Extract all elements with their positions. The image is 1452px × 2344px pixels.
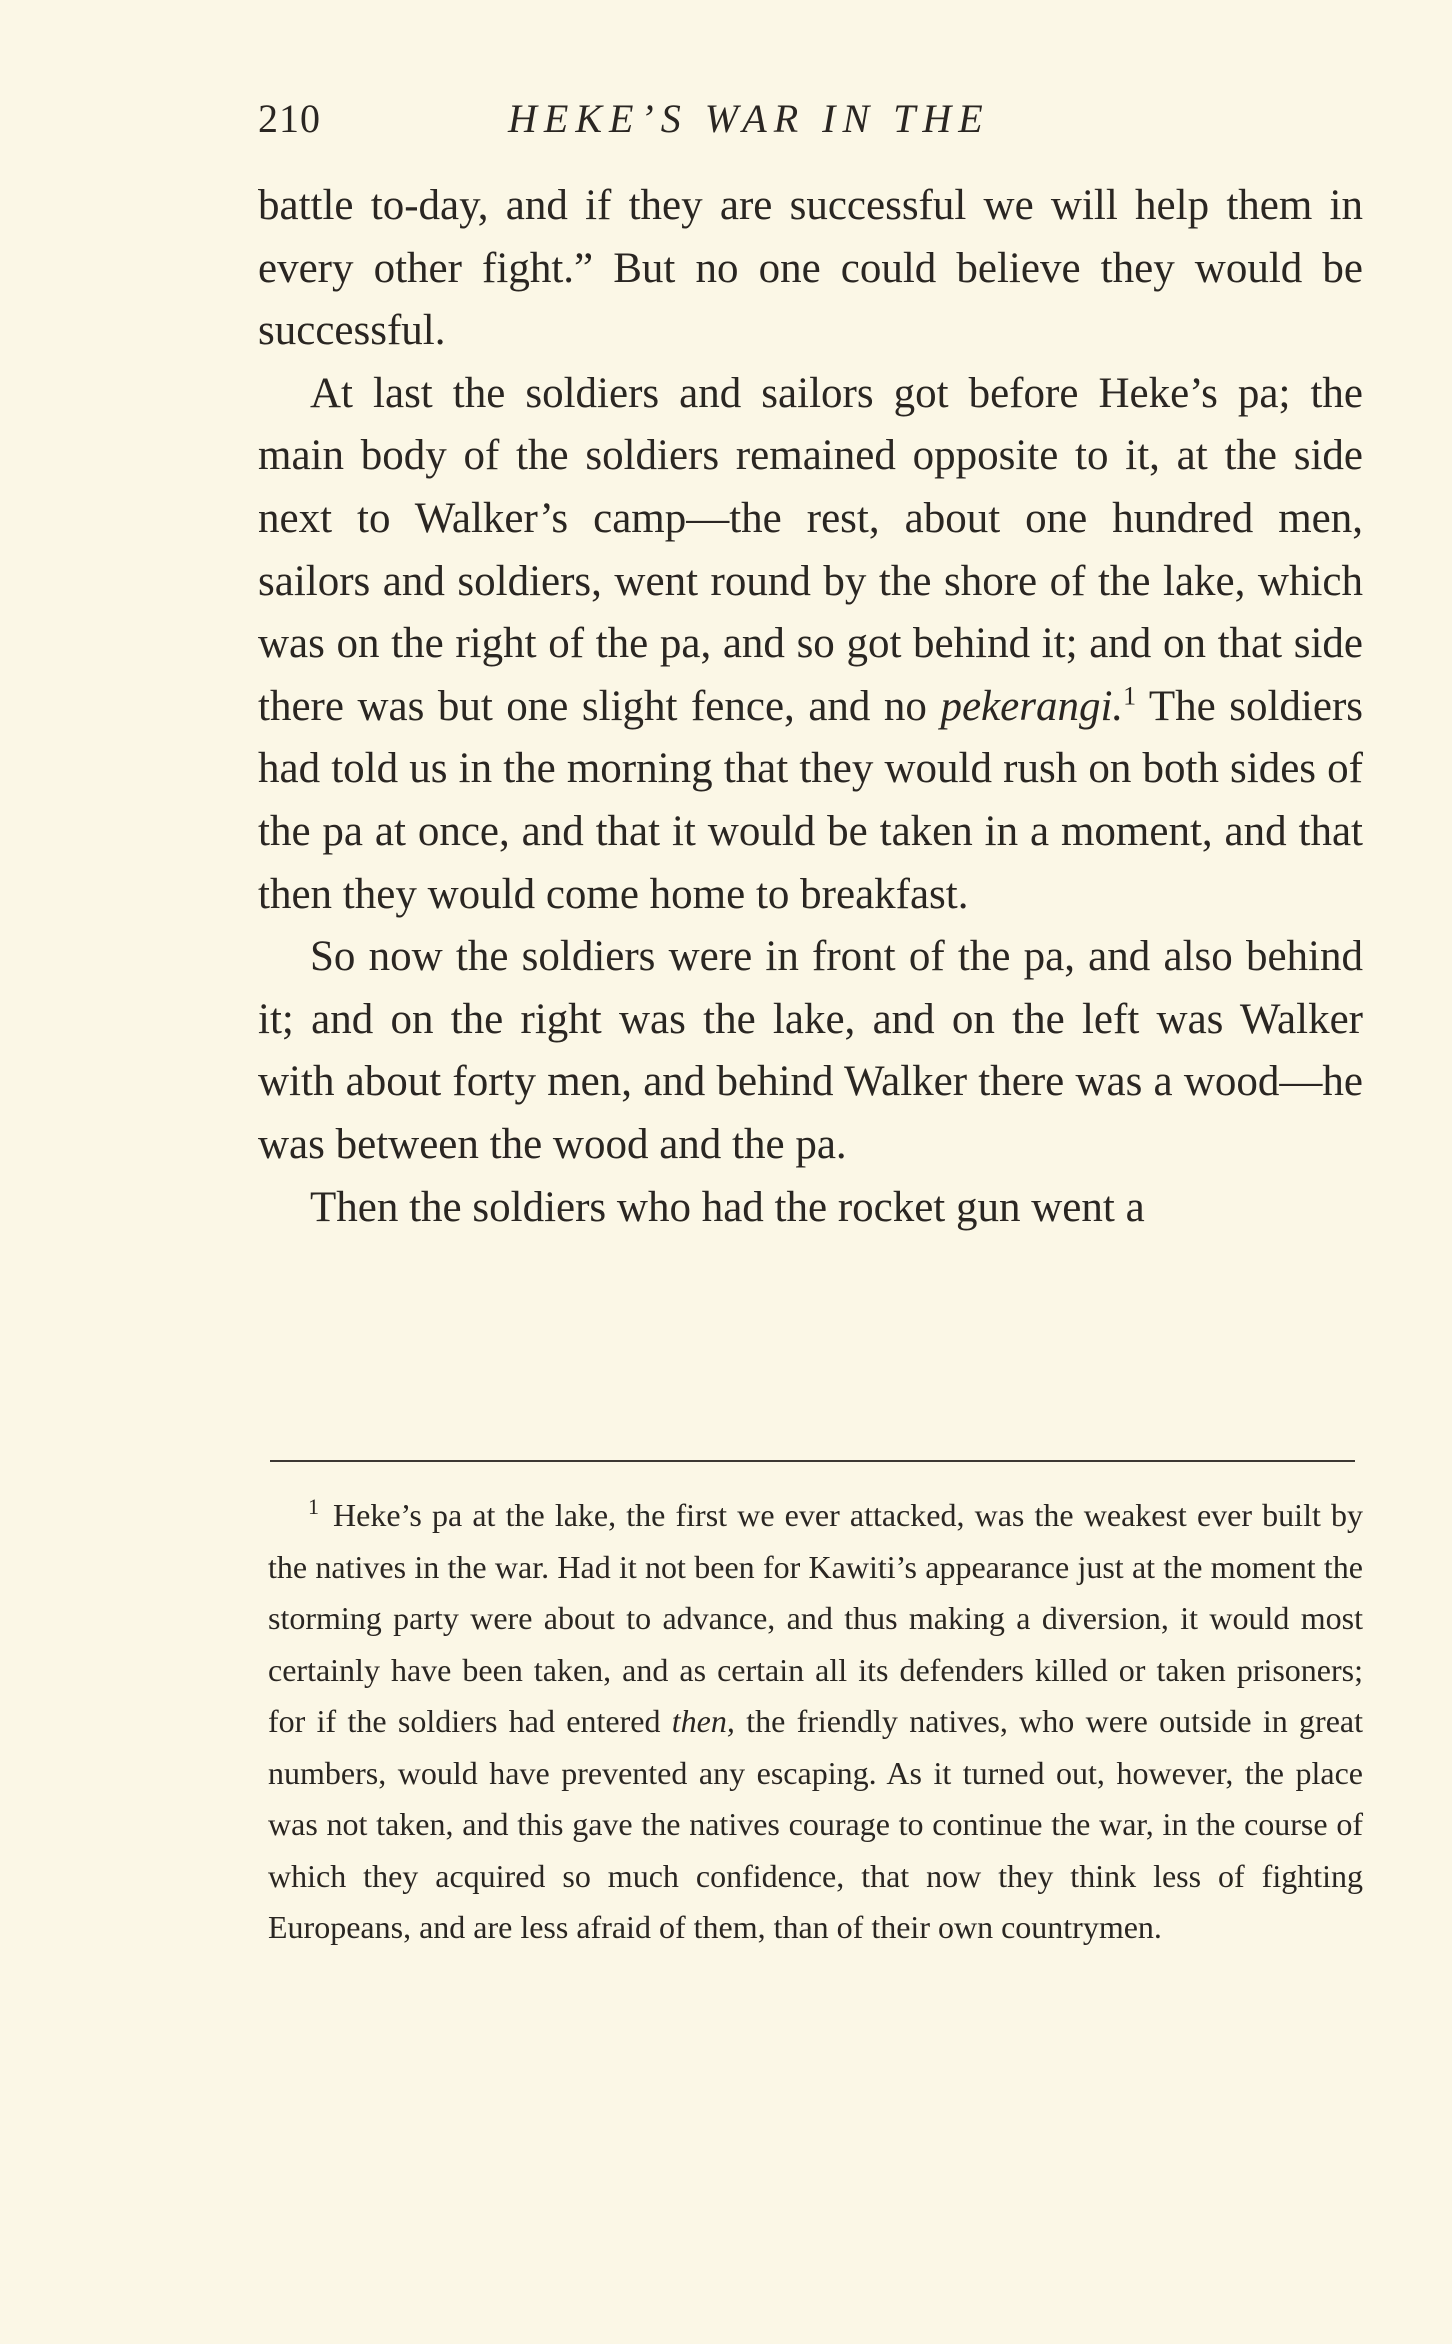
paragraph-1: battle to-day, and if they are successful we will help them in every other fight.” But no one could believe they would be successful. bbox=[258, 182, 1363, 355]
paragraph-2 bbox=[258, 363, 1363, 926]
paragraph-3: So now the soldiers were in front of the pa, and also behind it; and on the right was the lake, and on the left was Walker with about forty men, and behind Walker there was a wood—he was between the wood and the pa. bbox=[258, 933, 1363, 1168]
running-head bbox=[258, 95, 1363, 155]
paragraph-2-text-a: At last the soldiers and sailors got before Heke’s pa; the main body of the soldiers remained opposite to it, at the side next to Walker’s camp—the rest, about one hundred men, sailors and soldiers, went round by the shore of the lake, which was on the right of the pa, and so got behind it; and on that side there was but one slight fence, and no bbox=[258, 369, 1363, 730]
footnote-italic-word: then, bbox=[671, 1703, 735, 1739]
footnote-mark: 1 bbox=[308, 1494, 319, 1520]
footnote-text-a: Heke’s pa at the lake, the first we ever attacked, was the weakest ever built by the natives in the war. Had it not been for Kawiti’s appearance just at the moment the storming party were about to advance, and thus making a diversion, it would most certainly have been taken, and as certain all its defenders killed or taken prisoners; for if the soldiers had entered bbox=[268, 1497, 1363, 1739]
page-number: 210 bbox=[258, 96, 321, 141]
footnote bbox=[268, 1490, 1363, 1954]
paragraph-4: Then the soldiers who had the rocket gun went a bbox=[310, 1183, 1145, 1231]
running-title: HEKE’S WAR IN THE bbox=[508, 96, 990, 141]
footnote-divider bbox=[270, 1460, 1355, 1462]
footnote-text-b: the friendly natives, who were outside in great numbers, would have prevented any escaping. As it turned out, however, the place was not taken, and this gave the natives courage to continue the war, in the course of which they acquired so much confidence, that now they think less of fighting Europeans, and are less afraid of them, than of their own countrymen. bbox=[268, 1703, 1364, 1945]
body-text bbox=[258, 175, 1363, 1239]
footnote-reference-mark: 1 bbox=[1123, 681, 1137, 711]
paragraph-2-text-b: The soldiers had told us in the morning that they would rush on both sides of the pa at once, and that it would be taken in a moment, and that then they would come home to breakfast. bbox=[258, 682, 1364, 918]
paragraph-2-italic-term: pekerangi. bbox=[940, 682, 1124, 730]
